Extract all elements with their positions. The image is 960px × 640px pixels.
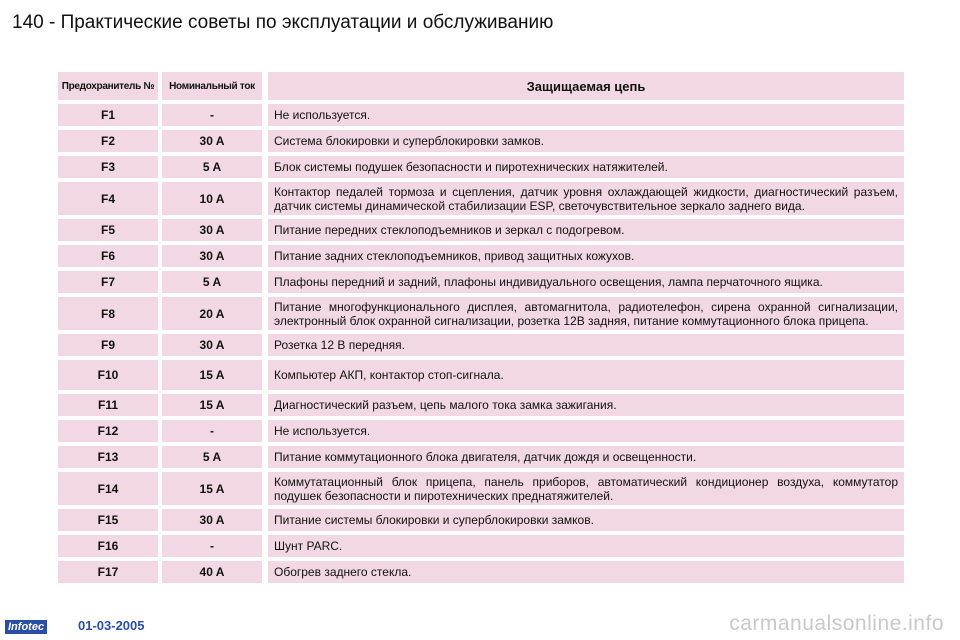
rated-current-cell: 30 A: [162, 334, 262, 356]
protected-circuit-cell: Питание коммутационного блока двигателя, датчик дождя и освещенности.: [268, 446, 904, 468]
protected-circuit-cell: Коммутатационный блок прицепа, панель приборов, автоматический кондиционер воздуха, коммутатор подушек безопасности и пиротехнических преднатяжителей.: [268, 472, 904, 505]
table-row: [58, 104, 904, 126]
protected-circuit-cell: Контактор педалей тормоза и сцепления, датчик уровня охлаждающей жидкости, диагностический разъем, датчик системы динамической стабилизации ESP, светочувствительное зеркало заднего вида.: [268, 182, 904, 215]
fuse-number-cell: F3: [58, 156, 158, 178]
header-rated-current: Номинальный ток: [162, 72, 262, 100]
rated-current-cell: -: [162, 420, 262, 442]
fuse-number-cell: F2: [58, 130, 158, 152]
rated-current-cell: -: [162, 535, 262, 557]
table-row: [58, 394, 904, 416]
table-row: [58, 535, 904, 557]
header-protected-circuit: Защищаемая цепь: [268, 72, 904, 100]
fuse-number-cell: F10: [58, 360, 158, 390]
footer-date: 01-03-2005: [78, 618, 145, 633]
fuse-number-cell: F7: [58, 271, 158, 293]
watermark: carmanualsonline.info: [729, 612, 944, 635]
fuse-number-cell: F12: [58, 420, 158, 442]
rated-current-cell: 5 A: [162, 156, 262, 178]
protected-circuit-cell: Питание системы блокировки и суперблокировки замков.: [268, 509, 904, 531]
fuse-number-cell: F4: [58, 182, 158, 215]
table-row: [58, 334, 904, 356]
rated-current-cell: 10 A: [162, 182, 262, 215]
protected-circuit-cell: Не используется.: [268, 420, 904, 442]
protected-circuit-cell: Не используется.: [268, 104, 904, 126]
table-row: [58, 561, 904, 583]
rated-current-cell: 30 A: [162, 245, 262, 267]
table-row: [58, 130, 904, 152]
protected-circuit-cell: Шунт PARC.: [268, 535, 904, 557]
infotec-logo: Infotec: [5, 620, 47, 634]
table-row: [58, 297, 904, 330]
table-row: [58, 360, 904, 390]
rated-current-cell: 30 A: [162, 509, 262, 531]
table-row: [58, 182, 904, 215]
table-header-row: [58, 72, 904, 100]
protected-circuit-cell: Блок системы подушек безопасности и пиротехнических натяжителей.: [268, 156, 904, 178]
header-fuse-number: Предохранитель №: [58, 72, 158, 100]
table-row: [58, 271, 904, 293]
rated-current-cell: 15 A: [162, 472, 262, 505]
fuse-number-cell: F8: [58, 297, 158, 330]
fuse-number-cell: F13: [58, 446, 158, 468]
table-row: [58, 245, 904, 267]
rated-current-cell: 40 A: [162, 561, 262, 583]
rated-current-cell: 30 A: [162, 219, 262, 241]
protected-circuit-cell: Розетка 12 В передняя.: [268, 334, 904, 356]
protected-circuit-cell: Компьютер АКП, контактор стоп-сигнала.: [268, 360, 904, 390]
rated-current-cell: 5 A: [162, 446, 262, 468]
fuse-number-cell: F17: [58, 561, 158, 583]
protected-circuit-cell: Диагностический разъем, цепь малого тока замка зажигания.: [268, 394, 904, 416]
table-row: [58, 446, 904, 468]
rated-current-cell: 20 A: [162, 297, 262, 330]
protected-circuit-cell: Питание передних стеклоподъемников и зеркал с подогревом.: [268, 219, 904, 241]
rated-current-cell: 5 A: [162, 271, 262, 293]
table-row: [58, 219, 904, 241]
protected-circuit-cell: Плафоны передний и задний, плафоны индивидуального освещения, лампа перчаточного ящика.: [268, 271, 904, 293]
rated-current-cell: 30 A: [162, 130, 262, 152]
protected-circuit-cell: Обогрев заднего стекла.: [268, 561, 904, 583]
table-row: [58, 420, 904, 442]
fuse-number-cell: F5: [58, 219, 158, 241]
table-row: [58, 509, 904, 531]
fuse-number-cell: F6: [58, 245, 158, 267]
protected-circuit-cell: Питание многофункционального дисплея, автомагнитола, радиотелефон, сирена охранной сигнализации, электронный блок охранной сигнализации, розетка 12В задняя, питание коммутационного блока прицепа.: [268, 297, 904, 330]
page-header: 140 - Практические советы по эксплуатации и обслуживанию: [12, 12, 554, 33]
fuse-number-cell: F16: [58, 535, 158, 557]
rated-current-cell: 15 A: [162, 360, 262, 390]
fuse-table: [58, 68, 904, 587]
fuse-number-cell: F1: [58, 104, 158, 126]
protected-circuit-cell: Питание задних стеклоподъемников, привод защитных кожухов.: [268, 245, 904, 267]
fuse-number-cell: F9: [58, 334, 158, 356]
table-row: [58, 472, 904, 505]
protected-circuit-cell: Система блокировки и суперблокировки замков.: [268, 130, 904, 152]
fuse-number-cell: F14: [58, 472, 158, 505]
table-row: [58, 156, 904, 178]
rated-current-cell: -: [162, 104, 262, 126]
fuse-number-cell: F15: [58, 509, 158, 531]
fuse-number-cell: F11: [58, 394, 158, 416]
fuse-table-body: [58, 104, 904, 583]
rated-current-cell: 15 A: [162, 394, 262, 416]
